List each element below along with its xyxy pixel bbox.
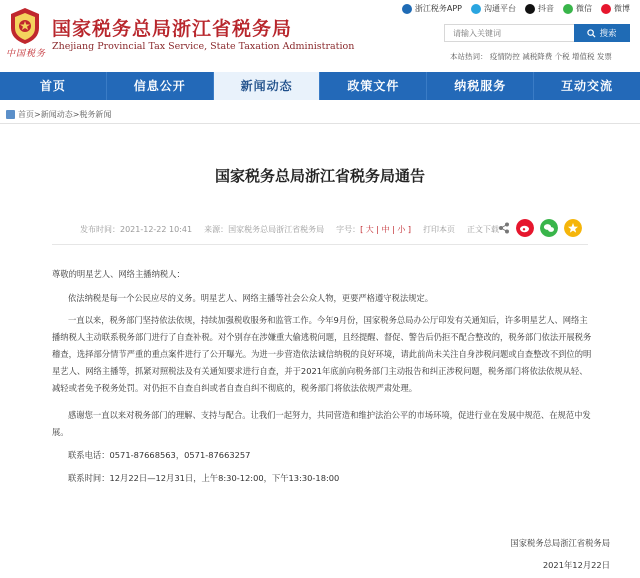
- home-icon: [6, 110, 15, 119]
- article-greeting: 尊敬的明星艺人、网络主播纳税人：: [52, 269, 185, 279]
- wechat-share-icon[interactable]: [540, 219, 558, 237]
- breadcrumb-text[interactable]: 首页>新闻动态>税务新闻: [18, 110, 112, 119]
- search-button[interactable]: 搜索: [574, 24, 630, 42]
- nav-item-service[interactable]: 纳税服务: [427, 72, 534, 100]
- top-links: [402, 3, 630, 14]
- top-link-weibo[interactable]: 微博: [601, 3, 630, 14]
- article-paragraph-2: 一直以来，税务部门坚持依法依规，持续加强税收服务和监管工作。今年9月份，国家税务总局办公厅印发有关通知后，许多明星艺人、网络主播纳税人主动联系税务部门进行了自查补税。对个别存在涉嫌重大偷逃税问题，且经提醒、督促、警告后仍拒不配合整改的，税务部门依法开展税务稽查，选择部分情节严重的重点案件进行了公开曝光。为进一步营造依法诚信纳税的良好环境，请此前尚未关注自身涉税问题或自查整改不到位的明星艺人、网络主播等，抓紧对照税法及有关通知要求进行自查，并于2021年底前向税务部门主动报告和纠正涉税问题，税务部门将依法依规从轻、减轻或者免予税务处罚。对仍拒不自查自纠或者自查自纠不彻底的，税务部门将依法依规严肃处理。: [52, 315, 592, 393]
- tax-emblem-icon: [8, 6, 42, 46]
- weibo-icon: [601, 4, 611, 14]
- download-link[interactable]: 正文下载: [466, 225, 499, 234]
- nav-item-news[interactable]: 新闻动态: [214, 72, 321, 100]
- publish-date: 发布时间：2021-12-22 10:41: [80, 225, 193, 234]
- contact-time: 联系时间：12月22日—12月31日，上午8:30-12:00，下午13:30-18:00: [68, 473, 340, 483]
- nav-item-info[interactable]: 信息公开: [107, 72, 214, 100]
- site-header: [0, 0, 640, 72]
- douyin-icon: [525, 4, 535, 14]
- nav-item-interact[interactable]: 互动交流: [561, 79, 614, 93]
- share-icon: [498, 222, 510, 234]
- nav-item-policy[interactable]: 政策文件: [320, 72, 427, 100]
- article-title: 国家税务总局浙江省税务局通告: [214, 167, 425, 185]
- article-paragraph-1: 依法纳税是每一个公民应尽的义务。明星艺人、网络主播等社会公众人物，更要严格遵守税法规定。: [68, 293, 434, 303]
- contact-phone: 联系电话：0571-87668563，0571-87663257: [68, 450, 251, 460]
- phone-app-icon: [402, 4, 412, 14]
- main-nav: [0, 72, 640, 100]
- font-size-options[interactable]: [ 大 | 中 | 小 ]: [360, 225, 411, 234]
- font-size-control: 字号：[ 大 | 中 | 小 ]: [336, 225, 411, 234]
- wechat-icon: [563, 4, 573, 14]
- search-box: [444, 24, 630, 42]
- chat-icon: [471, 4, 481, 14]
- article-meta: [80, 224, 499, 235]
- weibo-share-icon[interactable]: [516, 219, 534, 237]
- top-link-wechat[interactable]: 微信: [563, 3, 592, 14]
- meta-divider: [52, 244, 588, 245]
- top-link-douyin[interactable]: 抖音: [525, 3, 554, 14]
- share-bar: [498, 219, 582, 237]
- site-title[interactable]: 国家税务总局浙江省税务局: [52, 18, 293, 40]
- search-icon: [587, 29, 596, 38]
- top-link-platform[interactable]: 沟通平台: [471, 3, 516, 14]
- article-signature: 国家税务总局浙江省税务局: [510, 538, 610, 548]
- site-subtitle: Zhejiang Provincial Tax Service, State Taxation Administration: [52, 41, 355, 52]
- breadcrumb-bar: [0, 104, 640, 124]
- hot-words[interactable]: 本站热词： 疫情防控 减税降费 个税 增值税 发票: [450, 52, 612, 61]
- top-link-app[interactable]: 浙江税务APP: [402, 3, 462, 14]
- qzone-share-icon[interactable]: [564, 219, 582, 237]
- print-link[interactable]: 打印本页: [422, 225, 455, 234]
- breadcrumb: [6, 109, 111, 120]
- logo-text: 中国税务: [6, 49, 47, 59]
- nav-item-home[interactable]: 首页: [0, 72, 107, 100]
- article-sign-date: 2021年12月22日: [542, 560, 610, 570]
- search-input[interactable]: [445, 25, 575, 41]
- article-source: 来源：国家税务总局浙江省税务局: [204, 225, 325, 234]
- article-paragraph-3: 感谢您一直以来对税务部门的理解、支持与配合。让我们一起努力，共同营造和维护法治公平的市场环境，促进行业在发展中规范、在规范中发展。: [52, 410, 591, 437]
